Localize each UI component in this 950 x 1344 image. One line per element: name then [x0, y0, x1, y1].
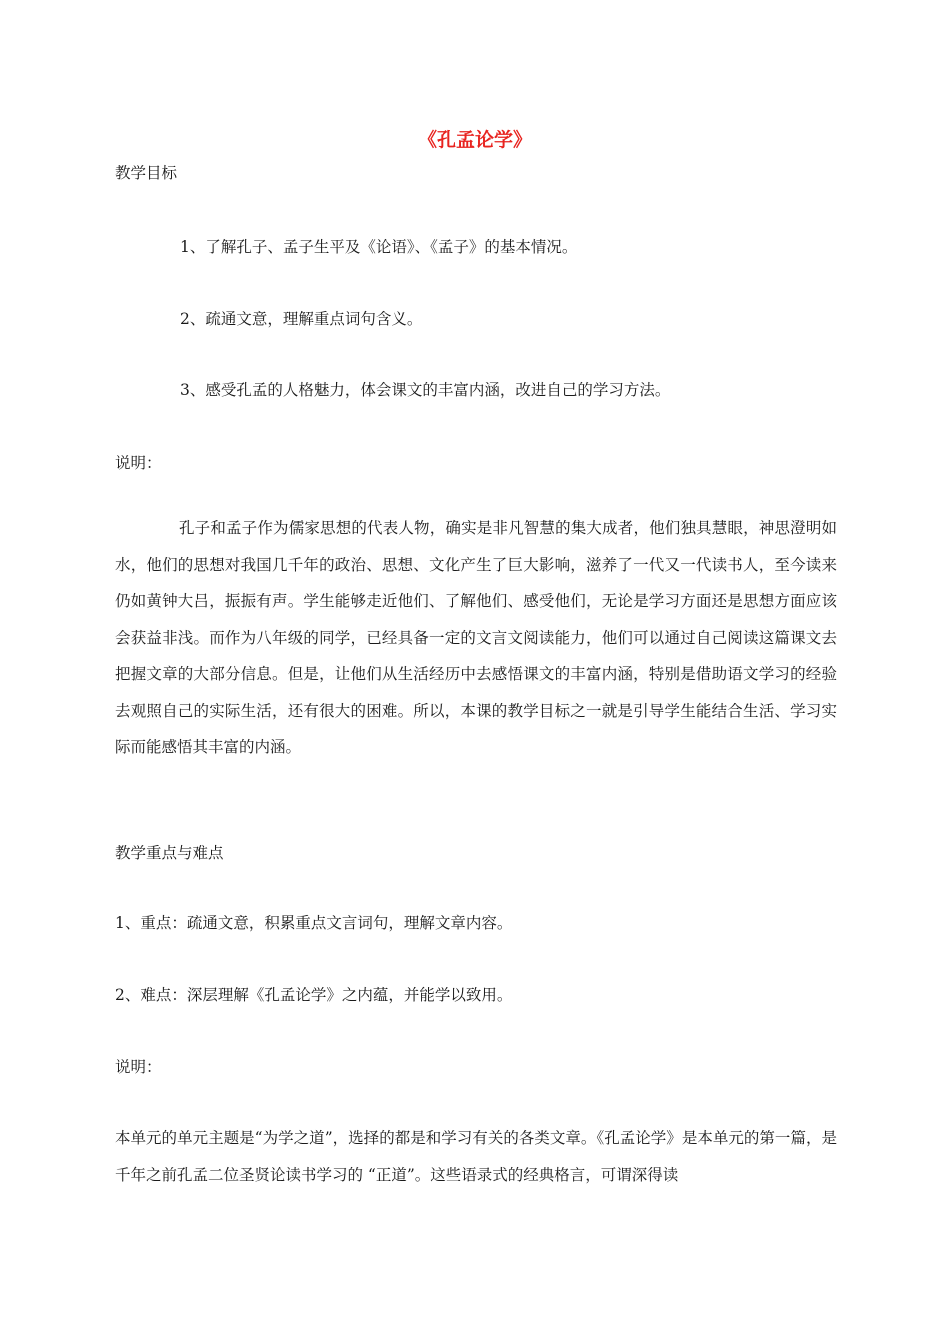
document-title: 《孔孟论学》 — [417, 129, 532, 151]
objective-item-3: 3、感受孔孟的人格魅力，体会课文的丰富内涵，改进自己的学习方法。 — [180, 381, 671, 399]
note-1-label: 说明： — [115, 454, 162, 472]
note-1-paragraph: 孔子和孟子作为儒家思想的代表人物，确实是非凡智慧的集大成者，他们独具慧眼，神思澄明如水，他们的思想对我国几千年的政治、思想、文化产生了巨大影响，滋养了一代又一代读书人，至今读来仍如黄钟大吕，振振有声。学生能够走近他们、了解他们、感受他们，无论是学习方面还是思想方面应该会获益非浅。而作为八年级的同学，已经具备一定的文言文阅读能力，他们可以通过自己阅读这篇课文去把握文章的大部分信息。但是，让他们从生活经历中去感悟课文的丰富内涵，特别是借助语文学习的经验去观照自己的实际生活，还有很大的困难。所以，本课的教学目标之一就是引导学生能结合生活、学习实际而能感悟其丰富的内涵。 — [115, 519, 837, 756]
keypoints-heading: 教学重点与难点 — [115, 844, 224, 862]
objective-item-1: 1、了解孔子、孟子生平及《论语》、《孟子》的基本情况。 — [180, 238, 578, 256]
keypoint-item-2: 2、难点：深层理解《孔孟论学》之内蕴，并能学以致用。 — [115, 986, 513, 1004]
note-2-label: 说明： — [115, 1058, 162, 1076]
objective-item-2: 2、疏通文意，理解重点词句含义。 — [180, 310, 423, 328]
note-2-paragraph: 本单元的单元主题是“为学之道”，选择的都是和学习有关的各类文章。《孔孟论学》是本单元的第一篇，是千年之前孔孟二位圣贤论读书学习的 “正道”。这些语录式的经典格言，可谓深得读 — [115, 1129, 837, 1184]
objectives-heading: 教学目标 — [115, 164, 178, 182]
keypoint-item-1: 1、重点：疏通文意，积累重点文言词句，理解文章内容。 — [115, 914, 513, 932]
